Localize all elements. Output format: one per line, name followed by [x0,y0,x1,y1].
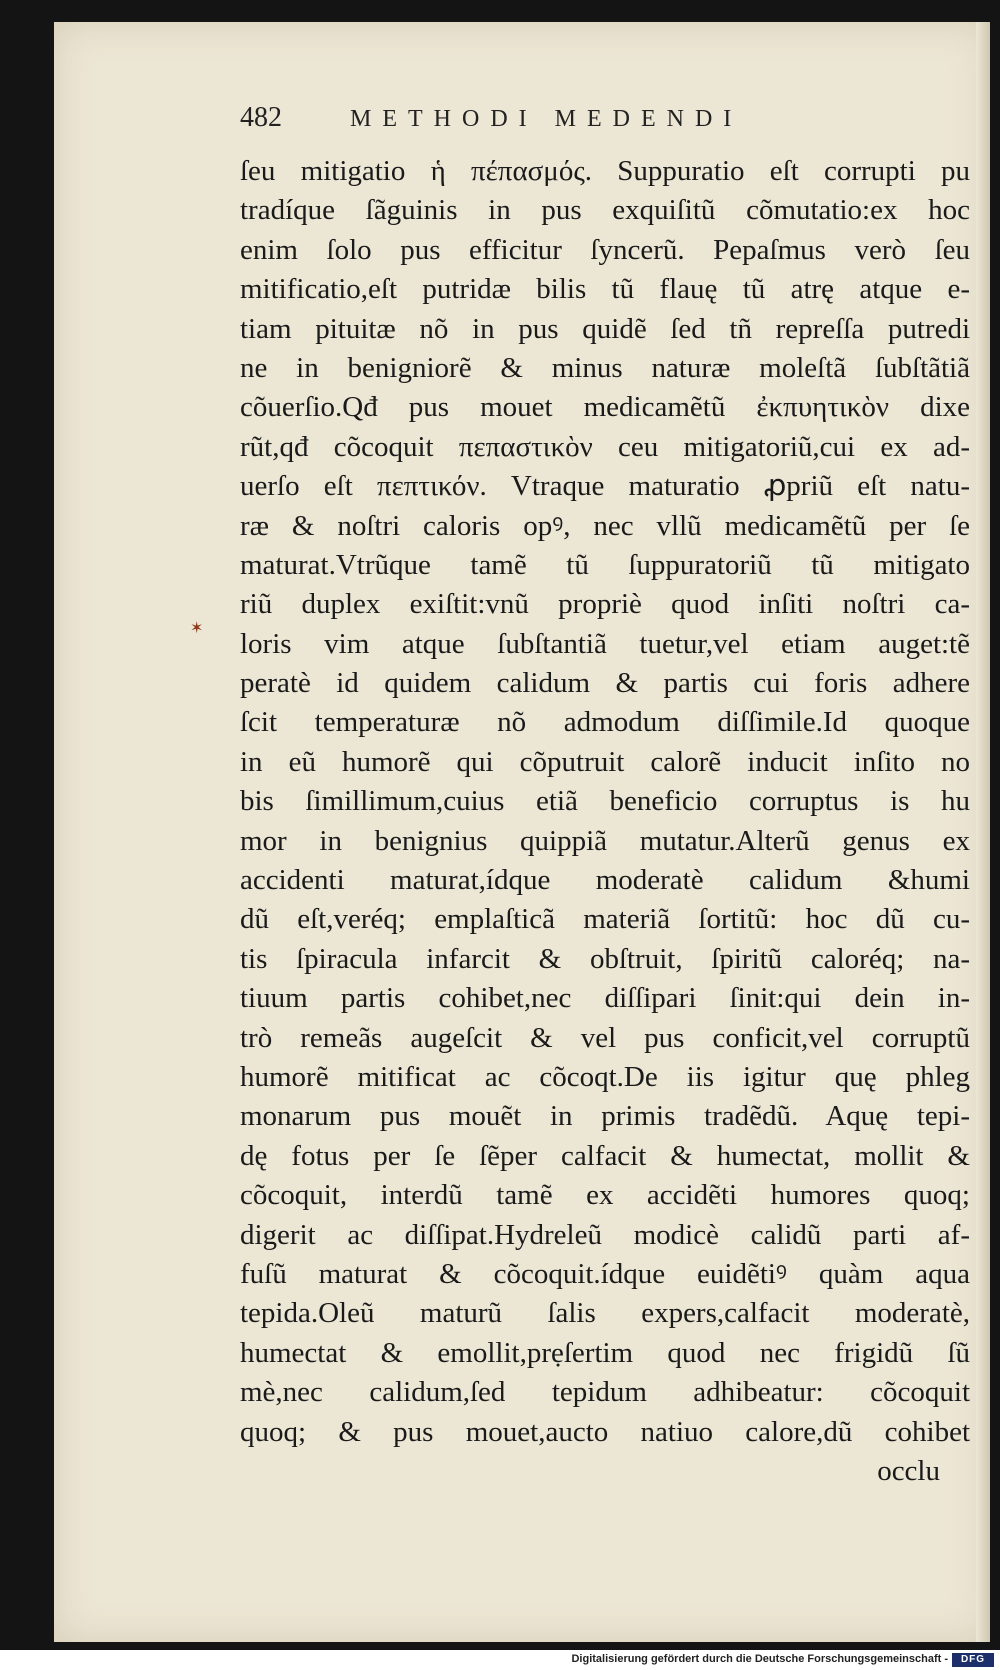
margin-mark: ✶ [190,618,204,637]
footer-bar [0,1650,1000,1670]
text-line: peratè id quidem calidum & partis cui foris adhere [240,667,970,700]
text-line: maturat.Vtrũque tamẽ tũ ſuppuratoriũ tũ mitigato [240,548,970,581]
text-line: trò remeãs augeſcit & vel pus conficit,vel corruptũ [240,1021,970,1054]
text-line: ræ & noſtri caloris opꝰ, nec vllũ medicamẽtũ per ſe [240,509,970,542]
text-line: tiam pituitæ nõ in pus quidẽ ſed tñ repreſſa putredi [240,312,970,345]
text-line: humectat & emollit,prẹſertim quod nec frigidũ ſũ [240,1336,970,1369]
page-number: 482 [240,102,282,133]
catchword: occlu [877,1454,940,1487]
text-line: mor in benignius quippiã mutatur.Alterũ genus ex [240,824,970,857]
text-line: bis ſimillimum,cuius etiã beneficio corruptus is hu [240,785,970,818]
dfg-logo: DFG [952,1653,994,1667]
text-line: ſcit temperaturæ nõ admodum diſſimile.Id quoque [240,706,970,739]
text-line: in eũ humorẽ qui cõputruit calorẽ inducit inſito no [240,745,970,778]
text-line: ne in benigniorẽ & minus naturæ moleſtã ſubſtãtiã [240,351,970,384]
text-line: dũ eſt,veréq; emplaſticã materiã ſortitũ: hoc dũ cu- [240,903,970,936]
running-title: METHODI MEDENDI [350,106,743,132]
text-line: tiuum partis cohibet,nec diſſipari ſinit:qui dein in- [240,982,970,1015]
text-line: uerſo eſt πεπτικόν. Vtraque maturatio ꝓpriũ eſt natu- [240,470,970,503]
text-line: tepida.Oleũ maturũ ſalis expers,calfacit moderatè, [240,1297,970,1330]
text-line: cõcoquit, interdũ tamẽ ex accidẽti humores quoq; [240,1179,970,1212]
text-line: tis ſpiracula infarcit & obſtruit, ſpiritũ caloréq; na- [240,942,970,975]
text-line: loris vim atque ſubſtantiã tuetur,vel etiam auget:tẽ [240,627,970,660]
text-line: quoq; & pus mouet,aucto natiuo calore,dũ cohibet [240,1415,970,1448]
running-head [240,102,860,142]
text-line: humorẽ mitificat ac cõcoqt.De iis igitur quę phleg [240,1060,970,1093]
text-line: digerit ac diſſipat.Hydreleũ modicè calidũ parti af- [240,1218,970,1251]
text-line: fuſũ maturat & cõcoquit.ídque euidẽtiꝰ quàm aqua [240,1257,970,1290]
body-text [240,152,970,1491]
funding-credit: Digitalisierung gefördert durch die Deutsche Forschungsgemeinschaft - [571,1653,948,1665]
text-line: cõuerſio.Qđ pus mouet medicamẽtũ ἐκπυητικὸν dixe [240,391,970,424]
text-line: monarum pus mouẽt in primis tradẽdũ. Aquę tepi- [240,1100,970,1133]
text-line: mè,nec calidum,ſed tepidum adhibeatur: cõcoquit [240,1376,970,1409]
text-line: rũt,qđ cõcoquit πεπαστικὸν ceu mitigatoriũ,cui ex ad- [240,430,970,463]
text-line: riũ duplex exiſtit:vnũ propriè quod inſiti noſtri ca- [240,588,970,621]
text-line: ſeu mitigatio ἡ πέπασμός. Suppuratio eſt corrupti pu [240,155,970,187]
page-edge [976,22,990,1642]
text-line: dę fotus per ſe ſẽper calfacit & humectat, mollit & [240,1139,970,1172]
text-line: accidenti maturat,ídque moderatè calidum &humi [240,864,970,897]
text-line: enim ſolo pus efficitur ſyncerũ. Pepaſmus verò ſeu [240,233,970,266]
text-line: tradíque ſãguinis in pus exquiſitũ cõmutatio:ex hoc [240,194,970,227]
text-line: mitificatio,eſt putridæ bilis tũ flauę tũ atrę atque e- [240,273,970,306]
